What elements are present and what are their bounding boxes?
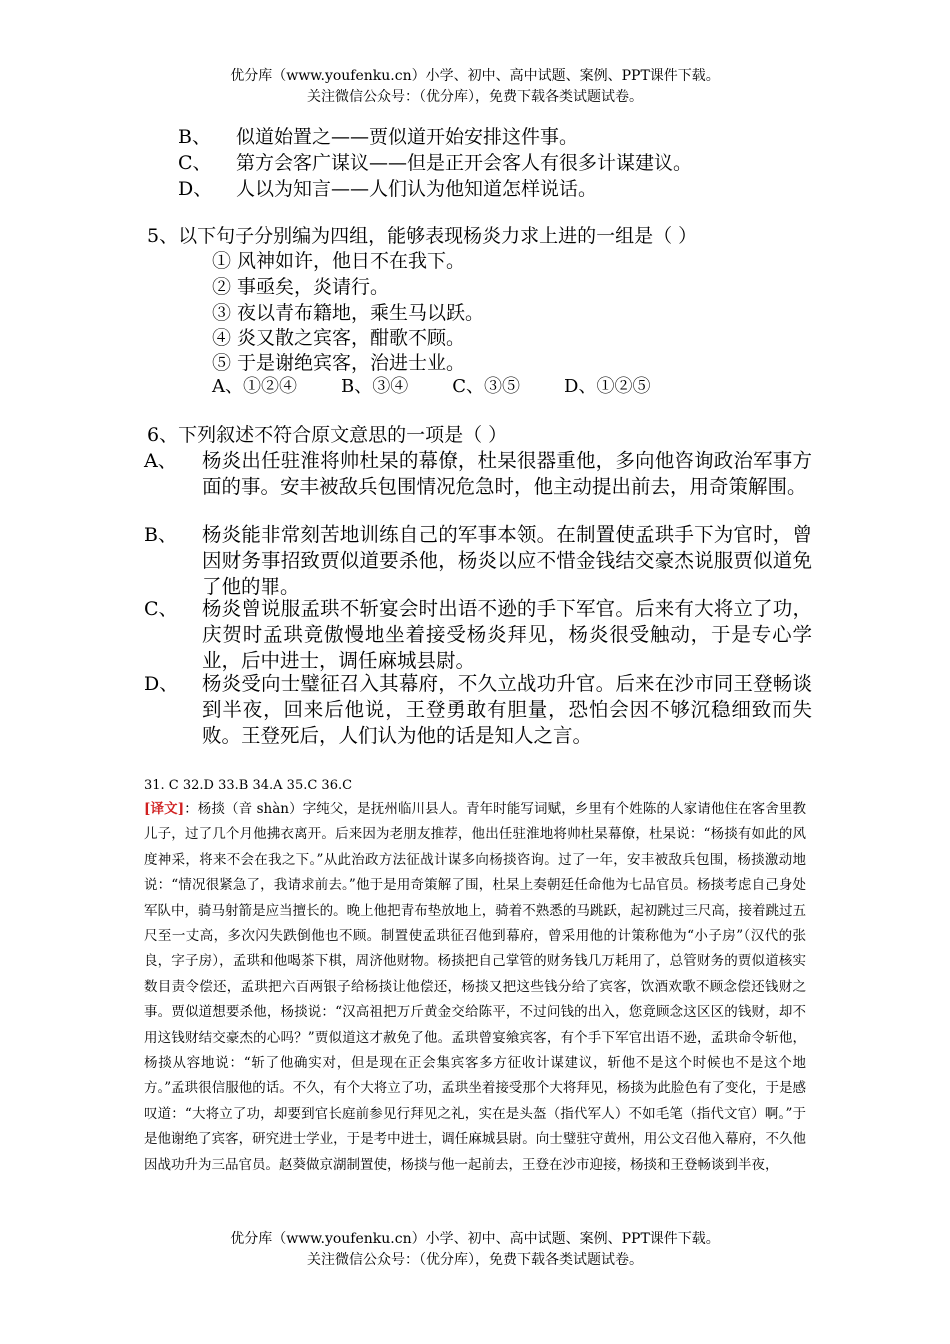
page-footer [0, 1229, 950, 1271]
question-5-stem: 5、以下句子分别编为四组，能够表现杨炎力求上进的一组是（ ） [147, 225, 698, 247]
q6-option-d-label: D、 [144, 673, 179, 695]
option-text: 似道始置之——贾似道开始安排这件事。 [236, 126, 579, 148]
option-text: 人以为知言——人们认为他知道怎样说话。 [236, 178, 598, 200]
translation-text: ：杨掞（音 shàn）字纯父，是抚州临川县人。青年时能写词赋，乡里有个姓陈的人家请他住在客舍里教儿子，过了几个月他拂衣离开。后来因为老朋友推荐，他出任驻淮地将帅杜杲幕僚，杜杲说：“杨掞有如此的风度神采，将来不会在我之下。”从此治政方法征战计谋多向杨掞咨询。过了一年，安丰被敌兵包围，杨掞激动地说：“情况很紧急了，我请求前去。”他于是用奇策解了围，杜杲上奏朝廷任命他为七品官员。杨掞考虑自己身处军队中，骑马射箭是应当擅长的。晚上他把青布垫放地上，骑着不熟悉的马跳跃，起初跳过三尺高，接着跳过五尺至一丈高，多次闪失跌倒他也不顾。制置使孟珙征召他到幕府，曾采用他的计策称他为“小子房”（汉代的张良，字子房），孟珙和他喝茶下棋，周济他财物。杨掞把自己掌管的财务钱几万耗用了，总管财务的贾似道核实数目责令偿还，孟珙把六百两银子给杨掞让他偿还，杨掞又把这些钱分给了宾客，饮酒欢歌不顾念偿还钱财之事。贾似道想要杀他，杨掞说：“汉高祖把万斤黄金交给陈平，不过问钱的出入，您竟顾念这区区的钱财，却不用这钱财结交豪杰的心吗？”贾似道这才赦免了他。孟珙曾宴飨宾客，有个手下军官出语不逊，孟珙命令斩他，杨掞从容地说：“斩了他确实对，但是现在正会集宾客多方征收计谋建议，斩他不是这个时候也不是这个地方。”孟珙很信服他的话。不久，有个大将立了功，孟珙坐着接受那个大将拜见，杨掞为此脸色有了变化，于是感叹道：“大将立了功，却要到官长庭前参见行拜见之礼，实在是头盔（指代军人）不如毛笔（指代文官）啊。”于是他谢绝了宾客，研究进士学业，于是考中进士，调任麻城县尉。向士璧驻守黄州，用公文召他入幕府，不久他因战功升为三品官员。赵葵做京湖制置使，杨掞与他一起前去，王登在沙市迎接，杨掞和王登畅谈到半夜， [144, 801, 806, 1173]
q6-option-a-label: A、 [144, 450, 177, 472]
option-label: D、 [178, 178, 213, 200]
q6-option-c-text: 杨炎曾说服孟珙不斩宴会时出语不逊的手下军官。后来有大将立了功，庆贺时孟珙竟傲慢地坐着接受杨炎拜见，杨炎很受触动，于是专心学业，后中进士，调任麻城县尉。 [202, 597, 812, 672]
q5-item-4: ④ 炎又散之宾客，酣歌不顾。 [212, 327, 466, 349]
footer-line-2: 关注微信公众号：（优分库），免费下载各类试题试卷。 [307, 1252, 643, 1268]
q5-item-5: ⑤ 于是谢绝宾客，治进士业。 [212, 352, 466, 374]
header-line-1: 优分库（www.youfenku.cn）小学、初中、高中试题、案例、PPT课件下载。 [230, 68, 720, 84]
prev-option-d [178, 175, 597, 203]
option-text: 第方会客广谋议——但是正开会客人有很多计谋建议。 [236, 152, 693, 174]
q6-option-a-text: 杨炎出任驻淮将帅杜杲的幕僚，杜杲很器重他，多向他咨询政治军事方面的事。安丰被敌兵包围情况危急时，他主动提出前去，用奇策解围。 [202, 449, 812, 498]
q5-choice-d: D、①②⑤ [564, 376, 651, 397]
q5-choices [212, 374, 694, 400]
translation-tag: [译文] [144, 801, 185, 817]
q6-option-d-text: 杨炎受向士璧征召入其幕府，不久立战功升官。后来在沙市同王登畅谈到半夜，回来后他说，王登勇敢有胆量，恐怕会因不够沉稳细致而失败。王登死后，人们认为他的话是知人之言。 [202, 672, 812, 747]
q5-choice-b: B、③④ [341, 376, 409, 397]
option-label: B、 [178, 126, 211, 148]
q5-item-2: ② 事亟矣，炎请行。 [212, 276, 390, 298]
option-label: C、 [178, 152, 212, 174]
q5-item-1: ① 风神如许，他日不在我下。 [212, 250, 466, 272]
prev-option-b [178, 123, 578, 151]
q6-option-b-text: 杨炎能非常刻苦地训练自己的军事本领。在制置使孟珙手下为官时，曾因财务事招致贾似道要杀他，杨炎以应不惜金钱结交豪杰说服贾似道免了他的罪。 [202, 523, 812, 598]
q5-item-3: ③ 夜以青布籍地，乘生马以跃。 [212, 302, 485, 324]
q6-option-c-label: C、 [144, 598, 178, 620]
page-header-top [0, 66, 950, 108]
translation-paragraph [144, 797, 806, 1178]
answer-key: 31. C 32.D 33.B 34.A 35.C 36.C [144, 778, 353, 793]
header-line-2: 关注微信公众号：（优分库），免费下载各类试题试卷。 [307, 89, 643, 105]
q6-option-b-label: B、 [144, 524, 177, 546]
footer-line-1: 优分库（www.youfenku.cn）小学、初中、高中试题、案例、PPT课件下载。 [230, 1231, 720, 1247]
question-6-stem: 6、下列叙述不符合原文意思的一项是（ ） [147, 424, 508, 446]
prev-option-c [178, 149, 692, 177]
q5-choice-c: C、③⑤ [452, 376, 521, 397]
q5-choice-a: A、①②④ [212, 376, 297, 397]
